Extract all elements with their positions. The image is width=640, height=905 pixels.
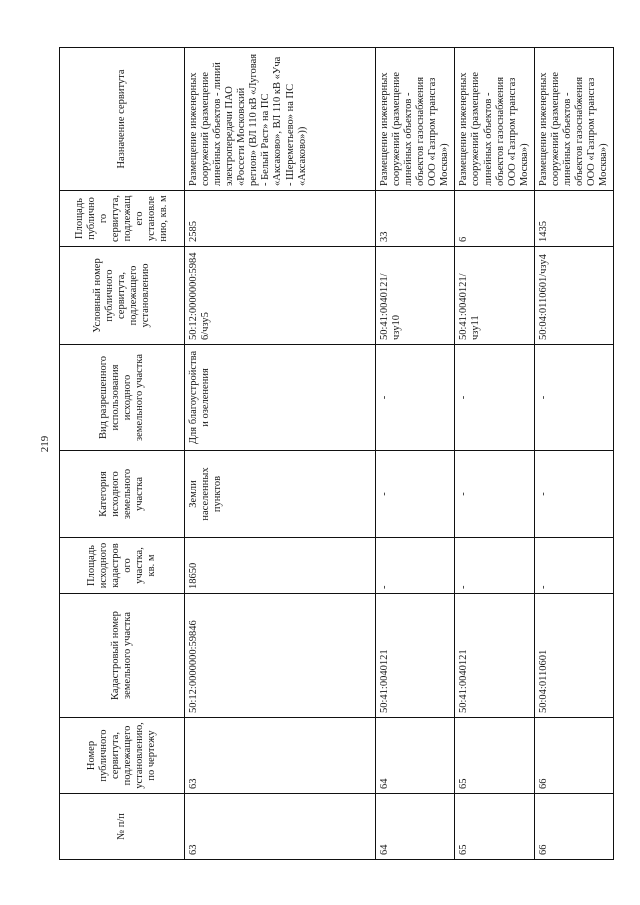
cell-servitude-no: 66 [534, 718, 613, 794]
cell-servitude-no: 65 [455, 718, 534, 794]
cell-category: - [455, 451, 534, 538]
cell-cond-no: 50:04:0110601/чзу4 [534, 247, 613, 345]
cell-use: - [534, 345, 613, 451]
cell-category: Земли населенных пунктов [185, 451, 376, 538]
cell-cond-no: 50:41:0040121/чзу11 [455, 247, 534, 345]
cell-area: 1435 [534, 191, 613, 247]
cell-num: 64 [376, 794, 455, 860]
header-num: № п/п [60, 794, 185, 860]
header-servitude-no: Номер публичного сервитута, подлежащего установлению, по чертежу [60, 718, 185, 794]
servitude-table [59, 47, 614, 860]
cell-area: 6 [455, 191, 534, 247]
cell-use: - [455, 345, 534, 451]
cell-area: 2585 [185, 191, 376, 247]
cell-purpose: Размещение инженерных сооружений (размещение линейных объектов - линий электропередачи ПАО «Россети Московский регион» (ВЛ 110 кВ «Луговая - Белый Раст» на ПС «Аксаково», ВЛ 110 кВ «Уча - Шереметьево» на ПС «Аксаково»)) [185, 48, 376, 191]
header-purpose: Назначение сервитута [60, 48, 185, 191]
header-cadastral: Кадастровый номер земельного участка [60, 594, 185, 718]
cell-area-src: - [534, 538, 613, 594]
cell-area-src: 18650 [185, 538, 376, 594]
rotated-table-container [59, 48, 610, 860]
cell-servitude-no: 64 [376, 718, 455, 794]
header-use: Вид разрешенного использования исходного земельного участка [60, 345, 185, 451]
cell-purpose: Размещение инженерных сооружений (размещение линейных объектов - объектов газоснабжения ООО «Газпром трансгаз Москва») [455, 48, 534, 191]
cell-num: 65 [455, 794, 534, 860]
cell-category: - [376, 451, 455, 538]
cell-cond-no: 50:41:0040121/чзу10 [376, 247, 455, 345]
cell-cadastral: 50:04:0110601 [534, 594, 613, 718]
header-area-src: Площадь исходного кадастрового участка, кв. м [60, 538, 185, 594]
cell-num: 63 [185, 794, 376, 860]
page-number: 219 [39, 435, 51, 453]
cell-servitude-no: 63 [185, 718, 376, 794]
table-row [534, 48, 613, 860]
table-row [185, 48, 376, 860]
table-row [455, 48, 534, 860]
cell-category: - [534, 451, 613, 538]
header-category: Категория исходного земельного участка [60, 451, 185, 538]
cell-area-src: - [455, 538, 534, 594]
cell-area-src: - [376, 538, 455, 594]
cell-area: 33 [376, 191, 455, 247]
cell-cond-no: 50:12:0000000:59846/чзу5 [185, 247, 376, 345]
cell-purpose: Размещение инженерных сооружений (размещение линейных объектов - объектов газоснабжения ООО «Газпром трансгаз Москва») [376, 48, 455, 191]
cell-num: 66 [534, 794, 613, 860]
cell-cadastral: 50:12:0000000:59846 [185, 594, 376, 718]
cell-use: Для благоустройства и озеленения [185, 345, 376, 451]
header-cond-no: Условный номер публичного сервитута, подлежащего установлению [60, 247, 185, 345]
header-row [60, 48, 185, 860]
cell-cadastral: 50:41:0040121 [455, 594, 534, 718]
cell-cadastral: 50:41:0040121 [376, 594, 455, 718]
cell-purpose: Размещение инженерных сооружений (размещение линейных объектов - объектов газоснабжения ООО «Газпром трансгаз Москва») [534, 48, 613, 191]
cell-use: - [376, 345, 455, 451]
header-area: Площадь публичного сервитута, подлежащего установлению, кв. м [60, 191, 185, 247]
table-row [376, 48, 455, 860]
